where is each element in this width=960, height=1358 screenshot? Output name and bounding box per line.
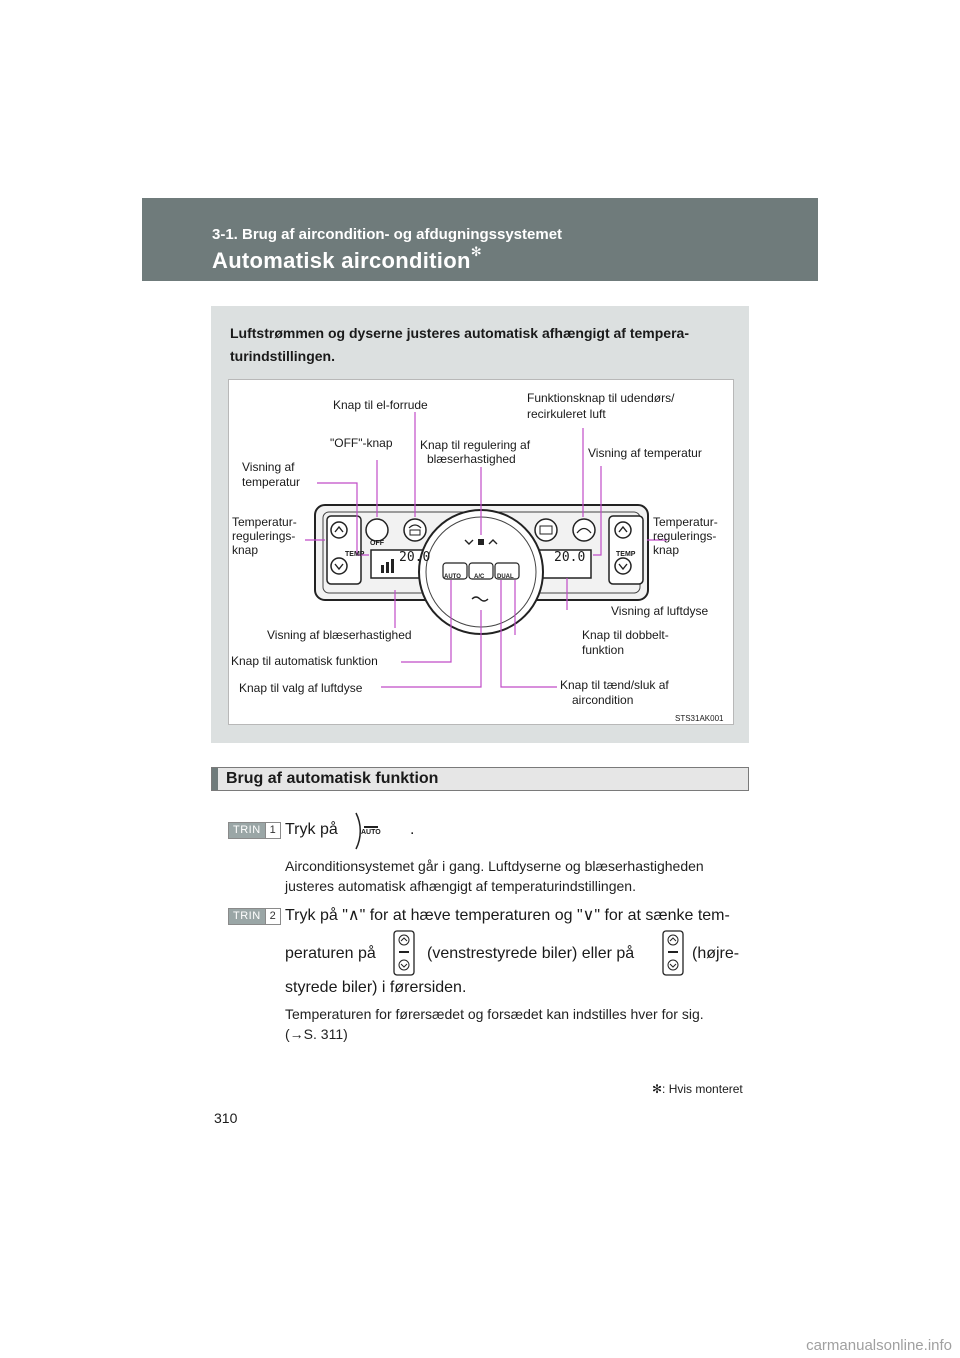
label-blaeser-2: blæserhastighed	[427, 452, 516, 466]
label-udendors-2: recirkuleret luft	[527, 407, 606, 421]
step-2-line-2c: (højre-	[692, 945, 740, 962]
ac-button-label: A/C	[474, 574, 485, 580]
label-visning-temp-right: Visning af temperatur	[588, 446, 702, 460]
label-el-forrude: Knap til el-forrude	[333, 398, 428, 412]
label-ac-1: Knap til tænd/sluk af	[560, 678, 669, 692]
temp-left-display: 20.0	[399, 550, 431, 565]
intro-text: Luftstrømmen og dyserne justeres automatisk afhængigt af tempera-turindstillingen.	[230, 325, 689, 364]
page-number: 310	[214, 1110, 238, 1126]
section-label: 3-1. Brug af aircondition- og afdugningssystemet	[212, 226, 563, 243]
step-1-badge-word: TRIN	[229, 823, 265, 838]
label-temp-knap-left-3: knap	[232, 543, 259, 557]
climate-control-diagram	[228, 379, 734, 725]
label-temp-knap-left-1: Temperatur-	[232, 515, 297, 529]
step-2-badge	[228, 908, 281, 925]
label-visning-luftdyse: Visning af luftdyse	[611, 604, 709, 618]
label-temp-knap-left-2: regulerings-	[232, 529, 296, 543]
label-temp-knap-right-2: regulerings-	[653, 529, 717, 543]
label-visning-temp-left-2: temperatur	[242, 475, 301, 489]
label-temp-knap-right-1: Temperatur-	[653, 515, 718, 529]
fitted-marker: ✻	[470, 244, 482, 259]
dual-button-label: DUAL	[497, 574, 514, 580]
temp-left-label: TEMP	[345, 551, 365, 558]
label-off-knap: "OFF"-knap	[330, 436, 393, 450]
auto-button-label: AUTO	[444, 574, 461, 580]
step-1-desc-1: Airconditionsystemet går i gang. Luftdyserne og blæserhastigheden	[285, 858, 704, 874]
page-title: Automatisk aircondition✻	[212, 244, 482, 273]
label-visning-blaeser: Visning af blæserhastighed	[267, 628, 412, 642]
step-1-text-a: Tryk på	[285, 821, 338, 838]
step-2-line-2b: (venstrestyrede biler) eller på	[427, 945, 635, 962]
label-temp-knap-right-3: knap	[653, 543, 680, 557]
label-dobbelt-2: funktion	[582, 643, 625, 657]
temp-right-label: TEMP	[616, 551, 636, 558]
watermark: carmanualsonline.info	[806, 1337, 952, 1354]
footnote: ✻: Hvis monteret	[652, 1082, 743, 1096]
label-udendors-1: Funktionsknap til udendørs/	[527, 391, 675, 405]
off-button-label: OFF	[370, 540, 384, 547]
step-2-desc-2: (→S. 311)	[285, 1026, 348, 1042]
diagram-code: STS31AK001	[675, 714, 724, 723]
step-2-line-1: Tryk på "∧" for at hæve temperaturen og "∨" for at sænke tem-	[285, 907, 730, 924]
step-2-line-2a: peraturen på	[285, 945, 376, 962]
step-1-desc-2: justeres automatisk afhængigt af temperaturindstillingen.	[285, 878, 636, 894]
label-visning-temp-left-1: Visning af	[242, 460, 295, 474]
section-heading-bar	[212, 768, 218, 790]
section-heading-box	[211, 767, 749, 791]
temp-button-left-icon	[393, 930, 415, 976]
label-ac-2: aircondition	[572, 693, 634, 707]
label-blaeser-1: Knap til regulering af	[420, 438, 531, 452]
label-valg-luftdyse: Knap til valg af luftdyse	[239, 681, 363, 695]
label-dobbelt-1: Knap til dobbelt-	[582, 628, 669, 642]
step-2-badge-word: TRIN	[229, 909, 265, 924]
step-1-badge-number: 1	[265, 823, 280, 838]
temp-button-right-icon	[662, 930, 684, 976]
auto-button-text: AUTO	[361, 829, 381, 836]
step-1-text-b: .	[410, 821, 415, 838]
temp-right-display: 20.0	[554, 550, 586, 565]
step-1-badge	[228, 822, 281, 839]
step-2-badge-number: 2	[265, 909, 280, 924]
step-2-line-3: styrede biler) i førersiden.	[285, 979, 467, 996]
step-2-desc-1: Temperaturen for førersædet og forsædet kan indstilles hver for sig.	[285, 1006, 704, 1022]
label-automatisk: Knap til automatisk funktion	[231, 654, 378, 668]
section-heading: Brug af automatisk funktion	[226, 770, 439, 787]
